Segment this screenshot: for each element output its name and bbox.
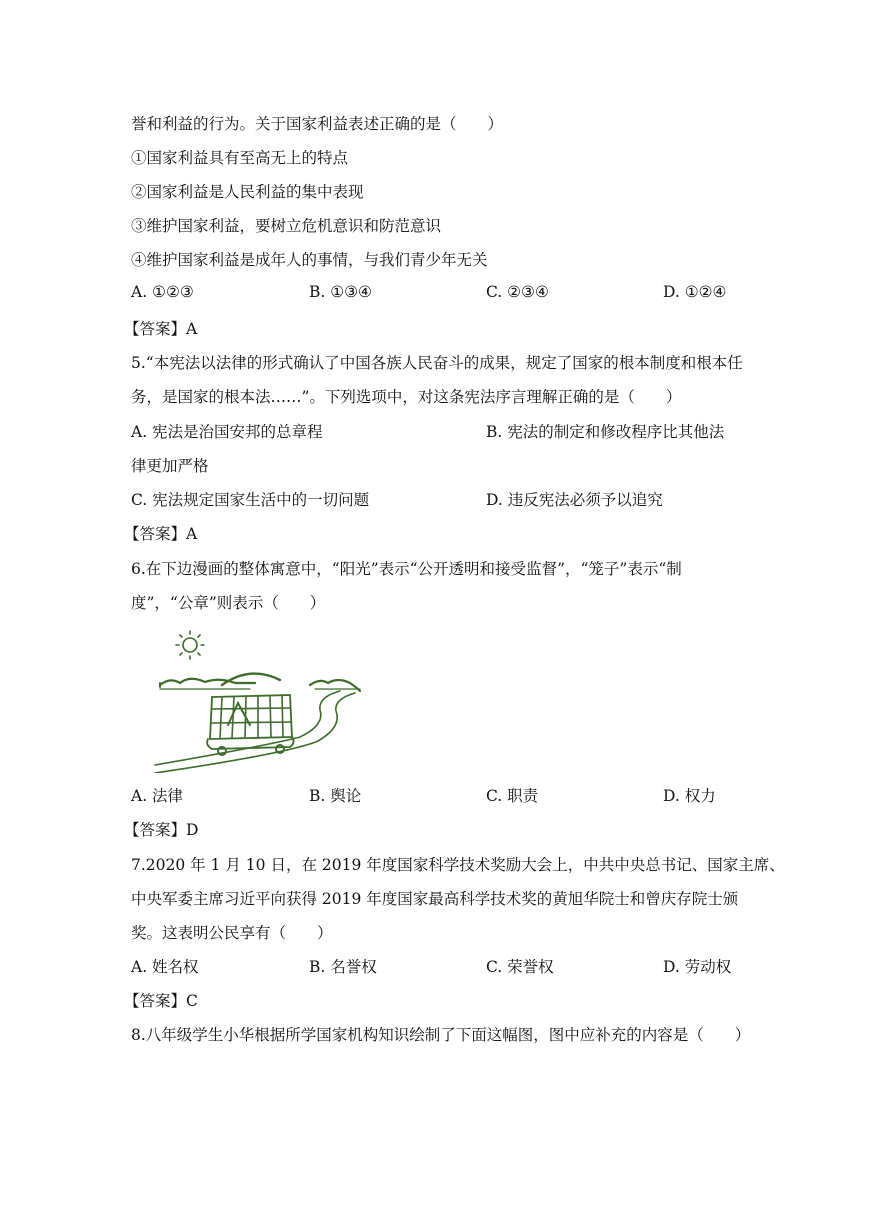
q5-stem-line-1: 5.“本宪法以法律的形式确认了中国各族人民奋斗的成果，规定了国家的根本制度和根本任 xyxy=(131,354,743,372)
sun-icon xyxy=(176,631,204,659)
q6-stem-line-2: 度”，“公章”则表示（ ） xyxy=(131,594,326,612)
q5-stem-line-2: 务，是国家的根本法……”。下列选项中，对这条宪法序言理解正确的是（ ） xyxy=(131,388,682,406)
q4-item-2: ②国家利益是人民利益的集中表现 xyxy=(131,183,364,201)
q5-option-c: C. 宪法规定国家生活中的一切问题 xyxy=(131,491,370,509)
q5-option-b-line-2: 律更加严格 xyxy=(131,457,209,475)
q7-option-c: C. 荣誉权 xyxy=(486,958,554,976)
q4-item-3: ③维护国家利益，要树立危机意识和防范意识 xyxy=(131,217,442,235)
q5-option-d: D. 违反宪法必须予以追究 xyxy=(486,491,663,509)
q6-answer: 【答案】D xyxy=(124,821,199,839)
q4-item-1: ①国家利益具有至高无上的特点 xyxy=(131,149,349,167)
q7-stem-line-2: 中央军委主席习近平向获得 2019 年度国家最高科学技术奖的黄旭华院士和曾庆存院士颁 xyxy=(131,890,739,908)
q4-option-a: A. ①②③ xyxy=(131,283,194,301)
cage-vehicle-icon xyxy=(207,674,294,755)
q8-stem-line-1: 8.八年级学生小华根据所学国家机构知识绘制了下面这幅图，图中应补充的内容是（ ） xyxy=(131,1026,751,1044)
q7-stem-line-3: 奖。这表明公民享有（ ） xyxy=(131,924,333,942)
q5-option-a: A. 宪法是治国安邦的总章程 xyxy=(131,423,323,441)
cartoon-image xyxy=(150,625,365,773)
q4-item-4: ④维护国家利益是成年人的事情，与我们青少年无关 xyxy=(131,251,488,269)
q4-stem-tail: 誉和利益的行为。关于国家利益表述正确的是（ ） xyxy=(131,115,504,133)
q6-option-b: B. 舆论 xyxy=(309,787,362,805)
q7-stem-line-1: 7.2020 年 1 月 10 日，在 2019 年度国家科学技术奖励大会上，中共中央总书记、国家主席、 xyxy=(131,856,785,874)
q6-option-d: D. 权力 xyxy=(663,787,716,805)
q5-answer: 【答案】A xyxy=(124,525,198,543)
q7-option-a: A. 姓名权 xyxy=(131,958,199,976)
q4-answer: 【答案】A xyxy=(124,320,198,338)
q6-option-a: A. 法律 xyxy=(131,787,184,805)
q4-option-d: D. ①②④ xyxy=(663,283,727,301)
q7-option-b: B. 名誉权 xyxy=(309,958,377,976)
q6-option-c: C. 职责 xyxy=(486,787,539,805)
q7-option-d: D. 劳动权 xyxy=(663,958,732,976)
q7-answer: 【答案】C xyxy=(124,992,198,1010)
q4-option-c: C. ②③④ xyxy=(486,283,549,301)
q6-stem-line-1: 6.在下边漫画的整体寓意中，“阳光”表示“公开透明和接受监督”，“笼子”表示“制 xyxy=(131,560,682,578)
q5-option-b-line-1: B. 宪法的制定和修改程序比其他法 xyxy=(486,423,725,441)
q4-option-b: B. ①③④ xyxy=(309,283,372,301)
